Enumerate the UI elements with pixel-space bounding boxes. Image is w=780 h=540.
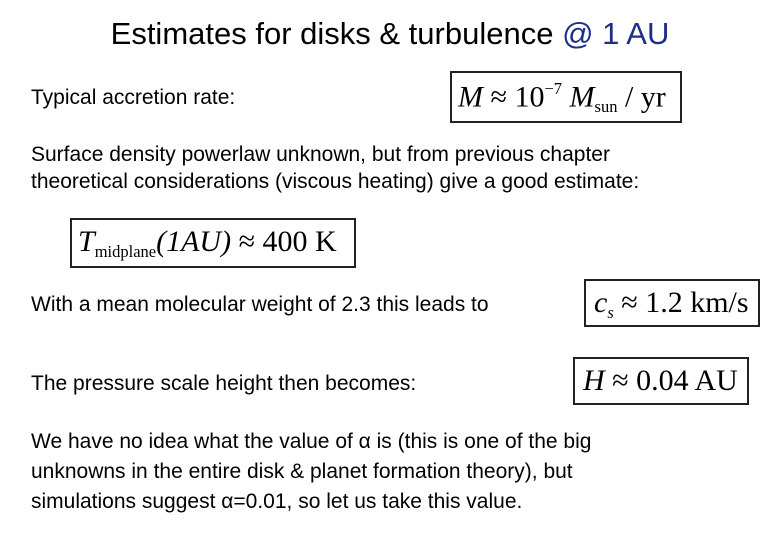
H-approx: ≈ xyxy=(612,364,629,397)
cs-unit: km/s xyxy=(690,286,749,319)
mdot-mass: M xyxy=(569,80,595,114)
temp-arg: (1AU) xyxy=(156,225,232,258)
cs-value: 1.2 xyxy=(645,286,683,319)
cs-sub: s xyxy=(607,302,614,322)
temp-unit: K xyxy=(315,225,337,258)
mdot-coef: 10 xyxy=(514,80,545,114)
temp-sub: midplane xyxy=(94,241,157,261)
H-symbol: H xyxy=(583,364,605,397)
H-value: 0.04 xyxy=(636,364,689,397)
alpha-line-3: simulations suggest α=0.01, so let us take this value. xyxy=(31,490,523,513)
temp-symbol: T xyxy=(78,225,95,258)
mdot-unit: / yr xyxy=(624,80,666,114)
temp-approx: ≈ xyxy=(238,225,256,258)
alpha-line-2: unknowns in the entire disk & planet formation theory), but xyxy=(31,460,573,483)
accretion-rate-equation xyxy=(450,71,682,123)
H-unit: AU xyxy=(694,364,738,397)
midplane-temperature-equation xyxy=(70,218,356,268)
mdot-exp: −7 xyxy=(544,79,563,98)
pressure-scale-label: The pressure scale height then becomes: xyxy=(31,372,417,395)
mdot-symbol: M xyxy=(458,80,483,114)
surface-density-line-1: Surface density powerlaw unknown, but from previous chapter xyxy=(31,143,610,166)
sound-speed-equation xyxy=(584,279,760,327)
title-accent: @ 1 AU xyxy=(562,16,670,51)
mdot-sub: sun xyxy=(594,97,618,117)
cs-approx: ≈ xyxy=(621,286,638,319)
scale-height-equation xyxy=(573,357,749,405)
surface-density-line-2: theoretical considerations (viscous heating) give a good estimate: xyxy=(31,170,640,193)
accretion-label: Typical accretion rate: xyxy=(31,86,236,109)
cs-symbol: c xyxy=(594,286,608,319)
temp-value: 400 xyxy=(262,225,308,258)
alpha-line-1: We have no idea what the value of α is (this is one of the big xyxy=(31,430,592,453)
slide-title xyxy=(0,16,780,52)
title-main: Estimates for disks & turbulence xyxy=(110,16,554,51)
molecular-weight-label: With a mean molecular weight of 2.3 this leads to xyxy=(31,293,489,316)
mdot-approx: ≈ xyxy=(490,80,507,114)
